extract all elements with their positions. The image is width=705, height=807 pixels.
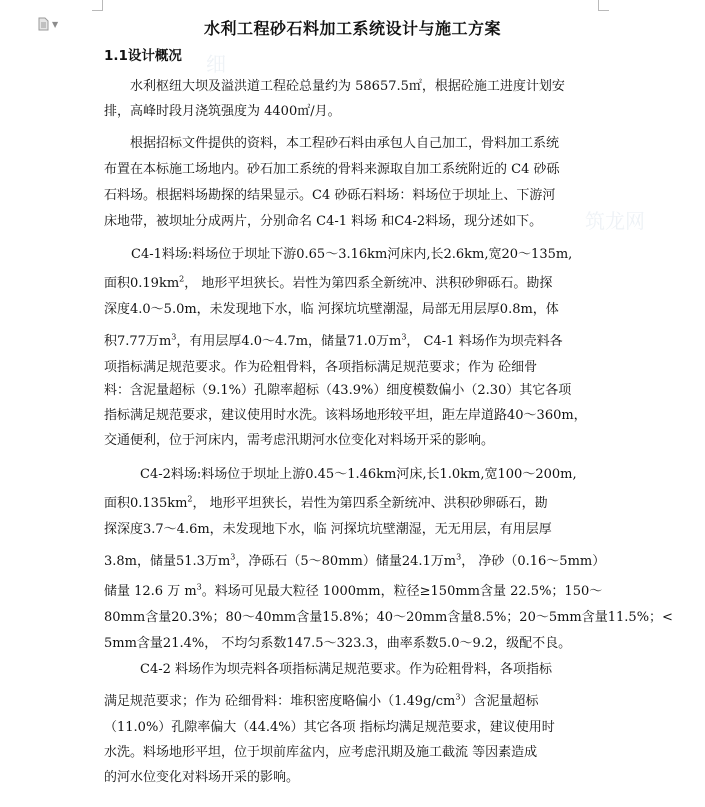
- chevron-down-icon: ▼: [52, 19, 59, 29]
- document-title: 水利工程砂石料加工系统设计与施工方案: [203, 19, 501, 38]
- text-line: 排，高峰时段月浇筑强度为 4400㎡/月。: [104, 104, 341, 119]
- text-line: 面积$0.19km^2$， 地形平坦狭长。岩性为第四系全新统冲、洪积砂卵砾石。勘探: [104, 274, 553, 291]
- text-line: 水洗。料场地形平坦，位于坝前库盆内，应考虑汛期及施工截流 等因素造成: [104, 745, 538, 760]
- text-line: 床地带，被坝址分成两片，分别命名 C4-1 料场 和C4-2料场，现分述如下。: [104, 214, 543, 229]
- text-line: 积7.77万$m^3$，有用层厚4.0～4.7m，储量71.0万$m^3$， C4-1 料场作为坝壳料各: [104, 332, 563, 349]
- text-line: 水利枢纽大坝及溢洪道工程砼总量约为 58657.5㎡，根据砼施工进度计划安: [130, 79, 565, 94]
- text-line: C4-2 料场作为坝壳料各项指标满足规范要求。作为砼粗骨料，各项指标: [140, 662, 553, 677]
- watermark-fragment-right: 筑龙网: [585, 209, 645, 233]
- text-line: 料：含泥量超标（9.1%）孔隙率超标（43.9%）细度模数偏小（2.30）其它各项: [104, 383, 572, 398]
- text-line: C4-1料场:料场位于坝址下游0.65～3.16km河床内,长2.6km,宽20～135m,: [131, 247, 573, 262]
- text-line: 探深度3.7～4.6m，未发现地下水，临 河探坑坑壁潮湿，无无用层，有用层厚: [104, 522, 552, 537]
- text-line: 的河水位变化对料场开采的影响。: [104, 770, 300, 785]
- text-line: 石料场。根据料场勘探的结果显示。C4 砂砾石料场：料场位于坝址上、下游河: [104, 188, 556, 203]
- text-line: 面积$0.135km^2$， 地形平坦狭长，岩性为第四系全新统冲、洪积砂卵砾石，勘: [104, 494, 548, 511]
- watermark-fragment: 细: [206, 52, 226, 76]
- text-line: 80mm含量20.3%；80～40mm含量15.8%；40～20mm含量8.5%；20～5mm含量11.5%；<: [104, 610, 673, 625]
- text-line: 5mm含量21.4%， 不均匀系数147.5～323.3，曲率系数5.0～9.2，级配不良。: [104, 636, 572, 651]
- text-line: 深度4.0～5.0m，未发现地下水，临 河探坑坑壁潮湿，局部无用层厚0.8m，体: [104, 302, 559, 317]
- page-corner-marker-left: [92, 0, 103, 11]
- text-line: 布置在本标施工场地内。砂石加工系统的骨料来源取自加工系统附近的 C4 砂砾: [104, 162, 560, 177]
- text-line: 满足规范要求；作为 砼细骨料：堆积密度略偏小$(1.49g/cm^3)$含泥量超标: [104, 692, 539, 709]
- section-heading: 1.1设计概况: [104, 48, 182, 64]
- text-line: （11.0%）孔隙率偏大（44.4%）其它各项 指标均满足规范要求，建议使用时: [104, 720, 555, 735]
- text-line: 根据招标文件提供的资料，本工程砂石料由承包人自己加工，骨料加工系统: [130, 136, 560, 151]
- text-line: 项指标满足规范要求。作为砼粗骨料，各项指标满足规范要求；作为 砼细骨: [104, 360, 538, 375]
- text-line: 交通便利，位于河床内，需考虑汛期河水位变化对料场开采的影响。: [104, 433, 495, 448]
- text-line: 指标满足规范要求，建议使用时水洗。该料场地形较平坦，距左岸道路40～360m，: [104, 408, 587, 423]
- text-line: 3.8m，储量51.3万$m^3$，净砾石（5～80mm）储量24.1万$m^3$， 净砂（0.16～5mm）: [104, 552, 606, 569]
- page-corner-marker-right: [598, 0, 609, 11]
- text-line: C4-2料场:料场位于坝址上游0.45～1.46km河床,长1.0km,宽100～200m,: [140, 467, 577, 482]
- text-line: 储量 12.6 万 $m^3$。料场可见最大粒径 1000mm，粒径≥150mm含量 22.5%；150～: [104, 582, 603, 599]
